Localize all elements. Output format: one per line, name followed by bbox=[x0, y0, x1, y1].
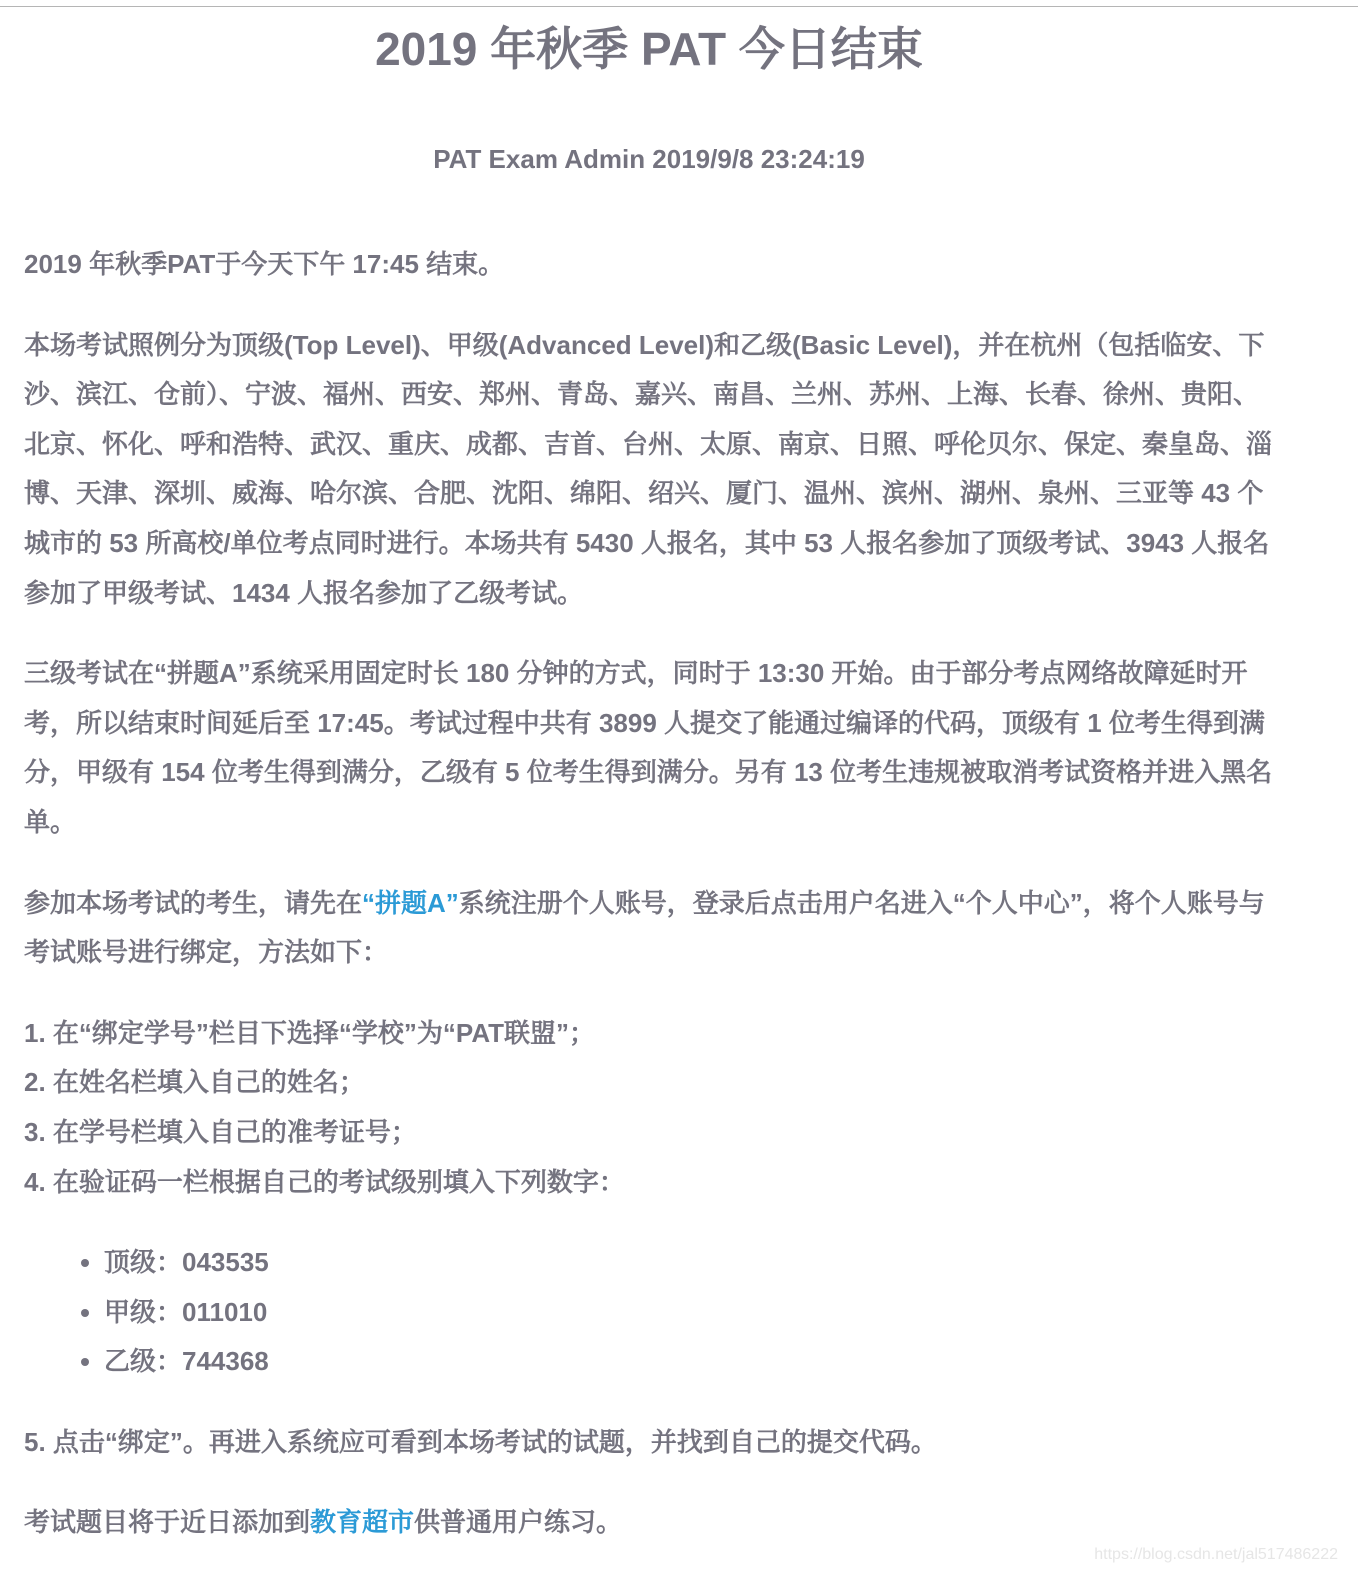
paragraph-summary: 2019 年秋季PAT于今天下午 17:45 结束。 bbox=[24, 249, 505, 279]
step-item: 3. 在学号栏填入自己的准考证号； bbox=[24, 1116, 417, 1147]
paragraph-practice bbox=[24, 1498, 1274, 1548]
pintia-link[interactable]: “拼题A” bbox=[362, 887, 459, 918]
text: 参加本场考试的考生，请先在 bbox=[24, 887, 363, 918]
paragraph-results: 三级考试在“拼题A”系统采用固定时长 180 分钟的方式，同时于 13:30 开始。由于部分考点网络故障延时开考，所以结束时间延后至 17:45。考试过程中共有 3899 人提交了能通过编译的代码，顶级有 1 位考生得到满分，甲级有 154 位考生得到满分，乙级有 5 位考生得到满分。另有 13 位考生违规被取消考试资格并进入黑名单。 bbox=[24, 658, 1273, 837]
code-item: • 甲级：011010 bbox=[104, 1288, 1274, 1338]
step-item: 1. 在“绑定学号”栏目下选择“学校”为“PAT联盟”； bbox=[24, 1017, 596, 1048]
top-divider bbox=[0, 6, 1358, 7]
text: 系统注册个人账号，登录后点击用户名进入“个人中心”，将个人账号与考试账号进行绑定，方法如下： bbox=[24, 887, 1265, 968]
article-body bbox=[24, 240, 1274, 1579]
post-meta: PAT Exam Admin 2019/9/8 23:24:19 bbox=[433, 144, 865, 174]
step-item: 2. 在姓名栏填入自己的姓名； bbox=[24, 1067, 365, 1098]
edu-market-link[interactable]: 教育超市 bbox=[310, 1507, 415, 1538]
text: 供普通用户练习。 bbox=[414, 1507, 623, 1538]
text: 考试题目将于近日添加到 bbox=[24, 1507, 311, 1538]
paragraph-step5: 5. 点击“绑定”。再进入系统应可看到本场考试的试题，并找到自己的提交代码。 bbox=[24, 1426, 937, 1457]
code-item: • 乙级：744368 bbox=[104, 1337, 1274, 1387]
codes-list bbox=[24, 1238, 1274, 1387]
watermark: https://blog.csdn.net/jal517486222 bbox=[1094, 1546, 1338, 1563]
code-item: • 顶级：043535 bbox=[104, 1238, 1274, 1288]
paragraph-binding bbox=[24, 879, 1274, 978]
paragraph-locations: 本场考试照例分为顶级(Top Level)、甲级(Advanced Level)和乙级(Basic Level)，并在杭州（包括临安、下沙、滨江、仓前）、宁波、福州、西安、郑州、青岛、嘉兴、南昌、兰州、苏州、上海、长春、徐州、贵阳、北京、怀化、呼和浩特、武汉、重庆、成都、吉首、台州、太原、南京、日照、呼伦贝尔、保定、秦皇岛、淄博、天津、深圳、威海、哈尔滨、合肥、沈阳、绵阳、绍兴、厦门、温州、滨州、湖州、泉州、三亚等 43 个城市的 53 所高校/单位考点同时进行。本场共有 5430 人报名，其中 53 人报名参加了顶级考试、3943 人报名参加了甲级考试、1434 人报名参加了乙级考试。 bbox=[24, 329, 1273, 608]
page-title: 2019 年秋季 PAT 今日结束 bbox=[375, 23, 923, 75]
step-item: 4. 在验证码一栏根据自己的考试级别填入下列数字： bbox=[24, 1166, 625, 1197]
steps-list bbox=[24, 1009, 1274, 1207]
